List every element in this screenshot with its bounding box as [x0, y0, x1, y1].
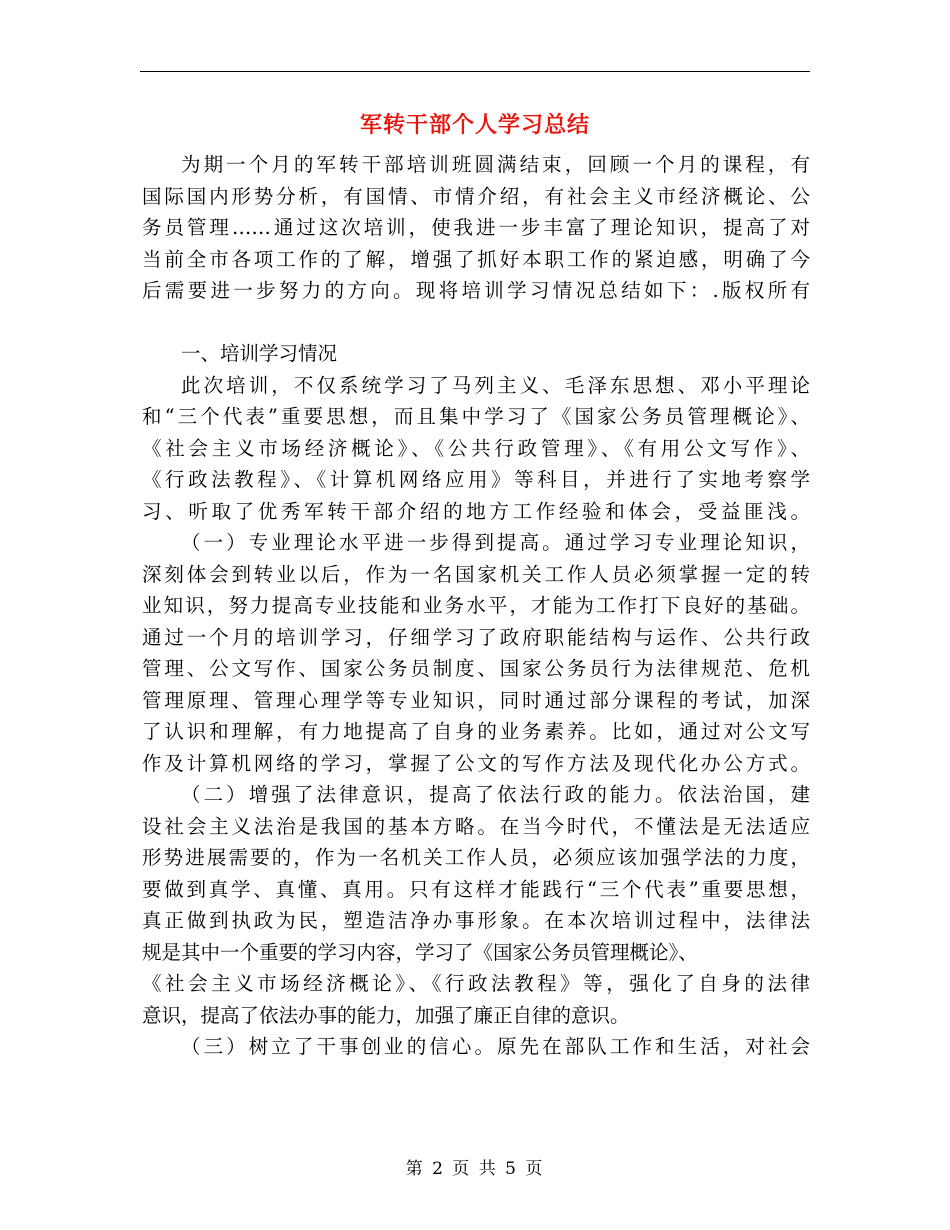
text-line: 习、听取了优秀军转干部介绍的地方工作经验和体会，受益匪浅。: [142, 499, 810, 523]
text-line: 《社会主义市场经济概论》、《行政法教程》等，强化了自身的法律: [142, 972, 810, 995]
section-heading-text: 一、培训学习情况: [181, 342, 338, 365]
text-line: 业知识，努力提高专业技能和业务水平，才能为工作打下良好的基础。: [142, 594, 810, 617]
paragraph-sub-3: [142, 1031, 810, 1063]
text-line: （二）增强了法律意识，提高了依法行政的能力。依法治国，建: [181, 783, 810, 806]
text-line: 《社会主义市场经济概论》、《公共行政管理》、《有用公文写作》、: [142, 436, 810, 460]
text-line: 管理、公文写作、国家公务员制度、国家公务员行为法律规范、危机: [142, 657, 810, 680]
header-rule: [140, 71, 810, 72]
text-line: 通过一个月的培训学习，仔细学习了政府职能结构与运作、公共行政: [142, 625, 810, 649]
paragraph-gap: [142, 307, 810, 339]
paragraph-intro: [142, 149, 810, 307]
text-line: （一）专业理论水平进一步得到提高。通过学习专业理论知识，: [181, 531, 810, 554]
text-line: （三）树立了干事创业的信心。原先在部队工作和生活，对社会: [181, 1035, 810, 1058]
text-line: 后需要进一步努力的方向。现将培训学习情况总结如下：.版权所有: [142, 279, 810, 302]
text-line: 深刻体会到转业以后，作为一名国家机关工作人员必须掌握一定的转: [142, 562, 810, 586]
text-line: 形势进展需要的，作为一名机关工作人员，必须应该加强学法的力度，: [142, 846, 810, 869]
text-line: 当前全市各项工作的了解，增强了抓好本职工作的紧迫感，明确了今: [142, 247, 810, 271]
paragraph-sub-1: [142, 527, 810, 779]
text-line: 要做到真学、真懂、真用。只有这样才能践行“三个代表”重要思想，: [142, 877, 810, 901]
document-body: [142, 149, 810, 1063]
text-line: 和“三个代表”重要思想，而且集中学习了《国家公务员管理概论》、: [142, 405, 810, 428]
section-heading: [142, 338, 810, 370]
text-line: 为期一个月的军转干部培训班圆满结束，回顾一个月的课程，有: [181, 153, 810, 176]
text-line: 真正做到执政为民，塑造洁净办事形象。在本次培训过程中，法律法: [142, 909, 810, 932]
paragraph-section-1: [142, 370, 810, 528]
page-number-footer: 第 2 页 共 5 页: [405, 1159, 545, 1179]
text-line: 此次培训，不仅系统学习了马列主义、毛泽东思想、邓小平理论: [181, 373, 810, 397]
text-line: 作及计算机网络的学习，掌握了公文的写作方法及现代化办公方式。: [142, 751, 810, 775]
text-line: 管理原理、管理心理学等专业知识，同时通过部分课程的考试，加深: [142, 688, 810, 712]
text-line: 设社会主义法治是我国的基本方略。在当今时代，不懂法是无法适应: [142, 814, 810, 838]
text-line: 国际国内形势分析，有国情、市情介绍，有社会主义市经济概论、公: [142, 184, 810, 208]
text-line: 《行政法教程》、《计算机网络应用》等科目，并进行了实地考察学: [142, 468, 810, 491]
text-line: 了认识和理解，有力地提高了自身的业务素养。比如，通过对公文写: [142, 720, 810, 743]
document-title: 军转干部个人学习总结: [359, 113, 590, 138]
paragraph-sub-2: [142, 779, 810, 1031]
text-line: 意识，提高了依法办事的能力，加强了廉正自律的意识。: [142, 1003, 630, 1027]
text-line: 规是其中一个重要的学习内容，学习了《国家公务员管理概论》、: [142, 940, 698, 964]
text-line: 务员管理……通过这次培训，使我进一步丰富了理论知识，提高了对: [142, 216, 810, 239]
